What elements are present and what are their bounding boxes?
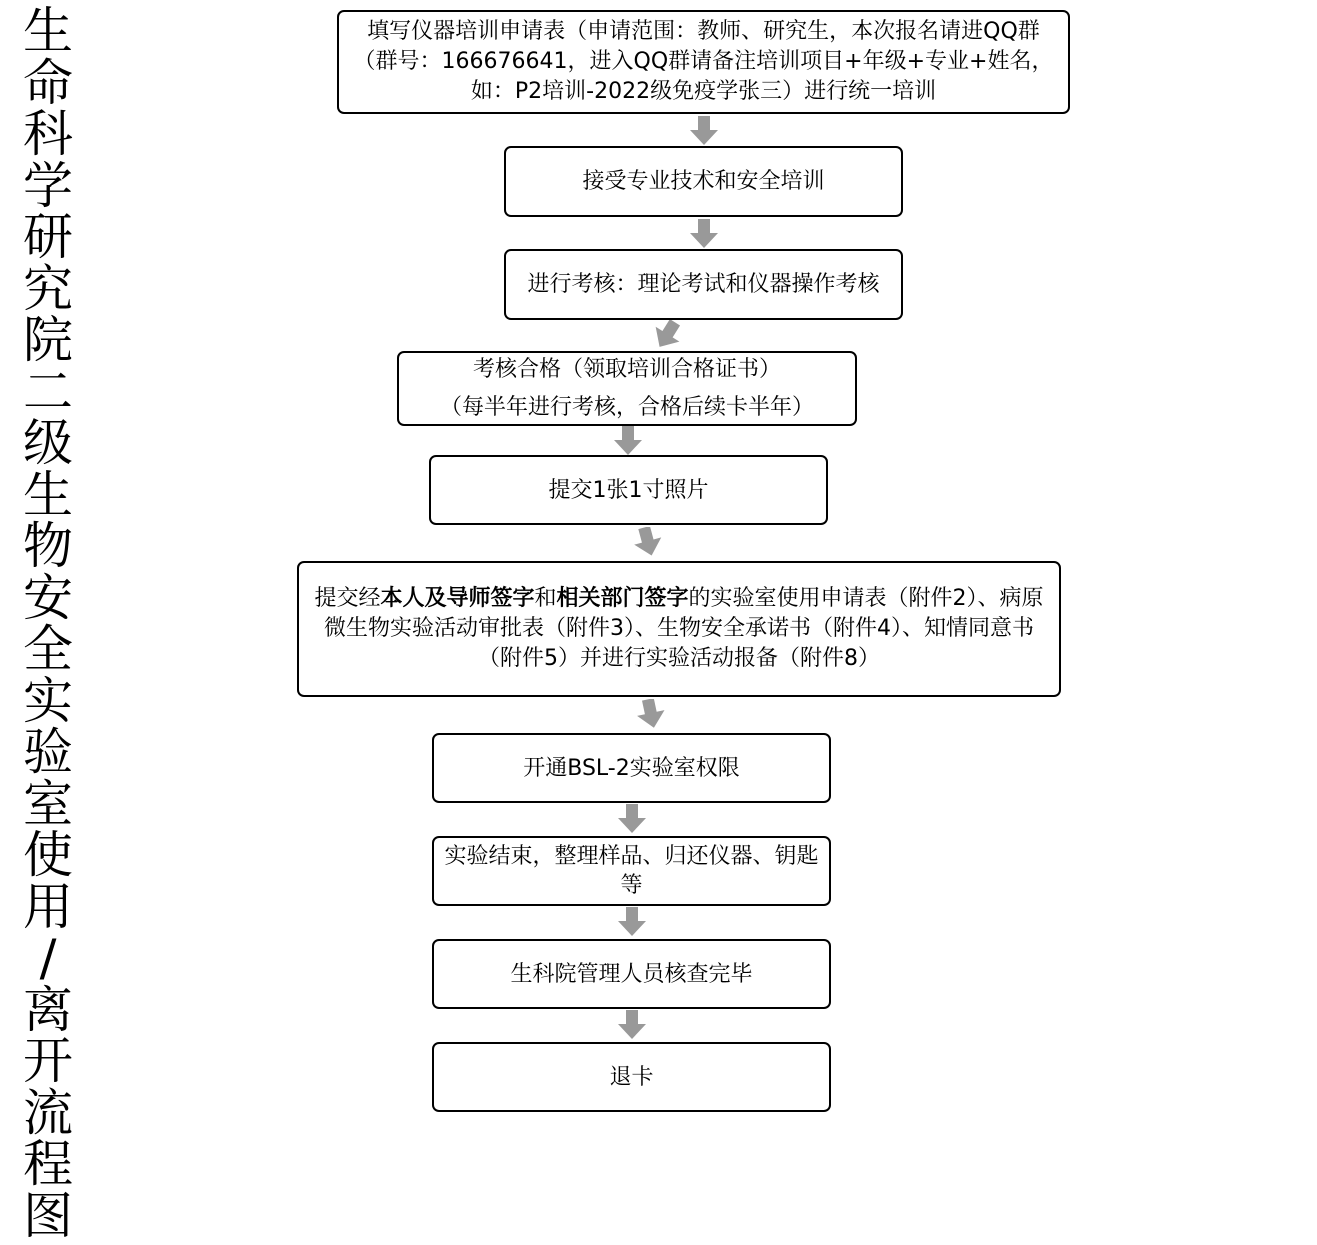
title-char: 二 xyxy=(23,362,73,421)
title-char: 室 xyxy=(23,774,73,833)
title-char: 科 xyxy=(23,105,73,163)
title-char: 流 xyxy=(23,1083,73,1142)
arrow-down-icon xyxy=(689,116,719,146)
step-6-submit-forms xyxy=(297,561,1061,697)
step-9-check: 生科院管理人员核查完毕 xyxy=(432,939,831,1009)
arrow-down-icon xyxy=(617,1010,647,1040)
step-6-bold-b: 相关部门签字 xyxy=(556,586,689,611)
title-char: 级 xyxy=(23,414,73,472)
arrow-diagonal-icon xyxy=(633,527,663,557)
title-char: 全 xyxy=(23,620,73,678)
title-char: 离 xyxy=(23,980,73,1039)
title-char: 用 xyxy=(23,877,73,936)
step-5-photo: 提交1张1寸照片 xyxy=(429,455,828,525)
title-char: 安 xyxy=(23,568,73,627)
step-6-text-c: 的实验室使用申请表（附件2）、病原微生物实验活动审批表（附件3）、生物安全承诺书（附件4）、知情同意书（附件5）并进行实验活动报备（附件8） xyxy=(324,586,1044,671)
step-4-line-2: （每半年进行考核，合格后续卡半年） xyxy=(439,394,814,420)
step-6-text-a: 提交经 xyxy=(314,586,381,611)
title-char: 生 xyxy=(23,465,73,524)
step-3-assessment: 进行考核：理论考试和仪器操作考核 xyxy=(504,249,903,320)
step-4-line-1: 考核合格（领取培训合格证书） xyxy=(472,356,781,382)
step-6-bold-a: 本人及导师签字 xyxy=(380,586,535,611)
title-char: 使 xyxy=(23,826,73,884)
title-char: 程 xyxy=(23,1135,73,1193)
step-7-access: 开通BSL-2实验室权限 xyxy=(432,733,831,803)
title-char: 图 xyxy=(23,1186,73,1245)
step-10-return-card: 退卡 xyxy=(432,1042,831,1112)
arrow-down-icon xyxy=(617,907,647,937)
page-title xyxy=(18,2,78,1245)
title-char: 实 xyxy=(23,671,73,730)
arrow-down-icon xyxy=(689,219,719,249)
title-char: 院 xyxy=(23,311,73,369)
title-char: 生 xyxy=(23,2,73,60)
title-char: 研 xyxy=(23,208,73,266)
step-1-application: 填写仪器培训申请表（申请范围：教师、研究生，本次报名请进QQ群（群号：166676641，进入QQ群请备注培训项目+年级+专业+姓名，如：P2培训-2022级免疫学张三）进行统一培训 xyxy=(337,10,1070,114)
title-char: 物 xyxy=(23,517,73,575)
step-6-text-b: 和 xyxy=(534,586,557,611)
title-char: / xyxy=(39,929,57,987)
arrow-diagonal-icon xyxy=(636,699,666,729)
title-char: 究 xyxy=(23,259,73,318)
arrow-diagonal-icon xyxy=(652,320,682,350)
arrow-down-icon xyxy=(613,426,643,456)
step-8-finish: 实验结束，整理样品、归还仪器、钥匙等 xyxy=(432,836,831,906)
step-4-qualified xyxy=(397,351,857,426)
title-char: 验 xyxy=(23,723,73,781)
arrow-down-icon xyxy=(617,804,647,834)
title-char: 命 xyxy=(23,53,73,112)
title-char: 开 xyxy=(23,1032,73,1090)
step-2-training: 接受专业技术和安全培训 xyxy=(504,146,903,217)
title-char: 学 xyxy=(23,156,73,215)
